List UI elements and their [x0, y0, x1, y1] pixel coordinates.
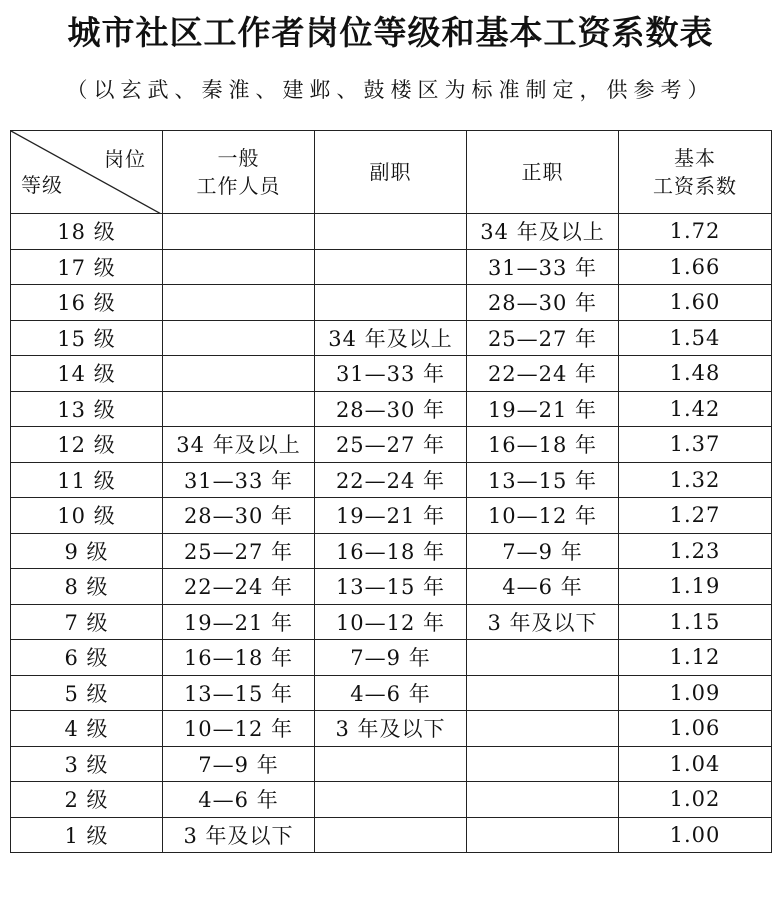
- header-wage-coefficient: [619, 131, 772, 214]
- general-staff-cell: 13—15 年: [163, 675, 315, 711]
- chief-cell: [467, 711, 619, 747]
- deputy-cell: 3 年及以下: [315, 711, 467, 747]
- coefficient-cell: 1.37: [619, 427, 772, 463]
- general-staff-cell: 22—24 年: [163, 569, 315, 605]
- deputy-cell: 13—15 年: [315, 569, 467, 605]
- chief-cell: 16—18 年: [467, 427, 619, 463]
- grade-cell: 5 级: [11, 675, 163, 711]
- header-line: 工作人员: [196, 174, 281, 198]
- table-row: [11, 604, 772, 640]
- deputy-cell: [315, 746, 467, 782]
- coefficient-cell: 1.54: [619, 320, 772, 356]
- grade-cell: 17 级: [11, 249, 163, 285]
- deputy-cell: 10—12 年: [315, 604, 467, 640]
- coefficient-cell: 1.48: [619, 356, 772, 392]
- general-staff-cell: [163, 391, 315, 427]
- header-corner-cell: [11, 131, 163, 214]
- grade-cell: 16 级: [11, 285, 163, 321]
- header-line: 副职: [369, 160, 412, 184]
- general-staff-cell: 28—30 年: [163, 498, 315, 534]
- grade-cell: 18 级: [11, 214, 163, 250]
- chief-cell: 22—24 年: [467, 356, 619, 392]
- table-row: [11, 817, 772, 853]
- table-row: [11, 285, 772, 321]
- coefficient-cell: 1.02: [619, 782, 772, 818]
- grade-cell: 13 级: [11, 391, 163, 427]
- grade-cell: 15 级: [11, 320, 163, 356]
- corner-position-label: 岗位: [104, 147, 146, 171]
- deputy-cell: 4—6 年: [315, 675, 467, 711]
- table-row: [11, 249, 772, 285]
- table-row: [11, 675, 772, 711]
- deputy-cell: 34 年及以上: [315, 320, 467, 356]
- grade-cell: 10 级: [11, 498, 163, 534]
- coefficient-cell: 1.60: [619, 285, 772, 321]
- general-staff-cell: [163, 249, 315, 285]
- corner-grade-label: 等级: [21, 173, 63, 197]
- deputy-cell: 7—9 年: [315, 640, 467, 676]
- chief-cell: 4—6 年: [467, 569, 619, 605]
- coefficient-cell: 1.04: [619, 746, 772, 782]
- grade-cell: 11 级: [11, 462, 163, 498]
- chief-cell: 13—15 年: [467, 462, 619, 498]
- table-row: [11, 711, 772, 747]
- table-row: [11, 391, 772, 427]
- table-row: [11, 427, 772, 463]
- header-line: 正职: [521, 160, 564, 184]
- chief-cell: 25—27 年: [467, 320, 619, 356]
- grade-cell: 3 级: [11, 746, 163, 782]
- grade-cell: 9 级: [11, 533, 163, 569]
- header-general-staff: [163, 131, 315, 214]
- general-staff-cell: 34 年及以上: [163, 427, 315, 463]
- chief-cell: [467, 817, 619, 853]
- general-staff-cell: 31—33 年: [163, 462, 315, 498]
- coefficient-cell: 1.06: [619, 711, 772, 747]
- table-row: [11, 533, 772, 569]
- page-subtitle: （以玄武、秦淮、建邺、鼓楼区为标准制定，供参考）: [66, 78, 715, 102]
- chief-cell: 19—21 年: [467, 391, 619, 427]
- general-staff-cell: 19—21 年: [163, 604, 315, 640]
- grade-cell: 1 级: [11, 817, 163, 853]
- grade-cell: 2 级: [11, 782, 163, 818]
- deputy-cell: 19—21 年: [315, 498, 467, 534]
- table-row: [11, 320, 772, 356]
- chief-cell: [467, 746, 619, 782]
- grade-cell: 4 级: [11, 711, 163, 747]
- table-row: [11, 498, 772, 534]
- table-row: [11, 569, 772, 605]
- header-line: 基本: [674, 146, 716, 170]
- table-row: [11, 356, 772, 392]
- general-staff-cell: 7—9 年: [163, 746, 315, 782]
- table-row: [11, 214, 772, 250]
- chief-cell: [467, 640, 619, 676]
- deputy-cell: 25—27 年: [315, 427, 467, 463]
- deputy-cell: [315, 249, 467, 285]
- coefficient-cell: 1.12: [619, 640, 772, 676]
- deputy-cell: 31—33 年: [315, 356, 467, 392]
- page-title: 城市社区工作者岗位等级和基本工资系数表: [67, 13, 714, 52]
- coefficient-cell: 1.72: [619, 214, 772, 250]
- grade-cell: 12 级: [11, 427, 163, 463]
- deputy-cell: [315, 285, 467, 321]
- header-deputy: [315, 131, 467, 214]
- coefficient-cell: 1.27: [619, 498, 772, 534]
- coefficient-cell: 1.00: [619, 817, 772, 853]
- chief-cell: 7—9 年: [467, 533, 619, 569]
- general-staff-cell: 25—27 年: [163, 533, 315, 569]
- grade-cell: 7 级: [11, 604, 163, 640]
- grade-cell: 14 级: [11, 356, 163, 392]
- coefficient-cell: 1.42: [619, 391, 772, 427]
- chief-cell: 28—30 年: [467, 285, 619, 321]
- chief-cell: 10—12 年: [467, 498, 619, 534]
- deputy-cell: 22—24 年: [315, 462, 467, 498]
- deputy-cell: 28—30 年: [315, 391, 467, 427]
- grade-cell: 8 级: [11, 569, 163, 605]
- general-staff-cell: 4—6 年: [163, 782, 315, 818]
- grade-table: [10, 130, 772, 853]
- coefficient-cell: 1.15: [619, 604, 772, 640]
- chief-cell: 31—33 年: [467, 249, 619, 285]
- general-staff-cell: 10—12 年: [163, 711, 315, 747]
- deputy-cell: [315, 214, 467, 250]
- general-staff-cell: [163, 356, 315, 392]
- deputy-cell: [315, 817, 467, 853]
- table-body: [11, 214, 772, 853]
- header-chief: [467, 131, 619, 214]
- table-row: [11, 640, 772, 676]
- chief-cell: [467, 675, 619, 711]
- chief-cell: 34 年及以上: [467, 214, 619, 250]
- deputy-cell: 16—18 年: [315, 533, 467, 569]
- table-row: [11, 782, 772, 818]
- chief-cell: [467, 782, 619, 818]
- general-staff-cell: [163, 320, 315, 356]
- coefficient-cell: 1.09: [619, 675, 772, 711]
- general-staff-cell: [163, 214, 315, 250]
- grade-cell: 6 级: [11, 640, 163, 676]
- chief-cell: 3 年及以下: [467, 604, 619, 640]
- header-line: 工资系数: [653, 174, 737, 198]
- general-staff-cell: [163, 285, 315, 321]
- coefficient-cell: 1.23: [619, 533, 772, 569]
- header-row: [11, 131, 772, 214]
- table-row: [11, 746, 772, 782]
- deputy-cell: [315, 782, 467, 818]
- general-staff-cell: 16—18 年: [163, 640, 315, 676]
- table-row: [11, 462, 772, 498]
- coefficient-cell: 1.19: [619, 569, 772, 605]
- coefficient-cell: 1.32: [619, 462, 772, 498]
- header-line: 一般: [217, 146, 260, 170]
- general-staff-cell: 3 年及以下: [163, 817, 315, 853]
- coefficient-cell: 1.66: [619, 249, 772, 285]
